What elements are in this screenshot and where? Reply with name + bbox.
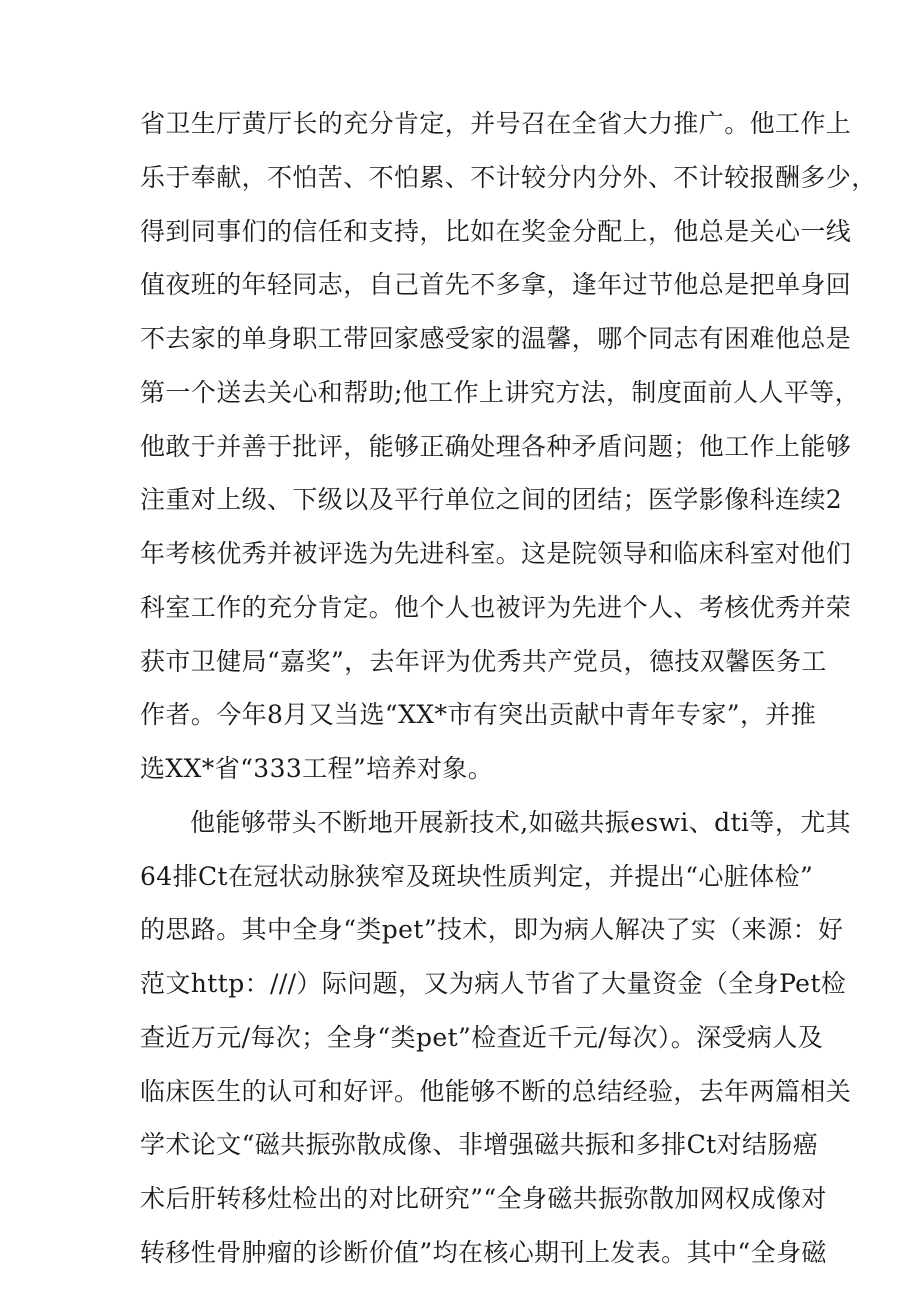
paragraph-first-line: 他能够带头不断地开展新技术,如磁共振eswi、dti等，尤其 (190, 808, 852, 837)
text-line: 乐于奉献，不怕苦、不怕累、不计较分内分外、不计较报酬多少， (140, 163, 877, 192)
text-line: 范文http：///）际问题，又为病人节省了大量资金（全身Pet检 (140, 969, 847, 998)
text-line: 查近万元/每次；全身“类pet”检查近千元/每次）。深受病人及 (140, 1023, 824, 1052)
text-line: 科室工作的充分肯定。他个人也被评为先进个人、考核优秀并荣 (140, 593, 852, 622)
text-line: 不去家的单身职工带回家感受家的温馨，哪个同志有困难他总是 (140, 324, 852, 353)
text-line: 临床医生的认可和好评。他能够不断的总结经验，去年两篇相关 (140, 1077, 852, 1106)
text-line: 术后肝转移灶检出的对比研究”“全身磁共振弥散加网权成像对 (140, 1184, 827, 1213)
text-line: 年考核优秀并被评选为先进科室。这是院领导和临床科室对他们 (140, 539, 852, 568)
text-line: 他敢于并善于批评，能够正确处理各种矛盾问题；他工作上能够 (140, 432, 852, 461)
text-line: 选XX*省“333工程”培养对象。 (140, 754, 494, 783)
text-line: 省卫生厅黄厅长的充分肯定，并号召在全省大力推广。他工作上 (140, 109, 852, 138)
text-line: 注重对上级、下级以及平行单位之间的团结；医学影像科连续2 (140, 485, 843, 514)
text-line: 64排Ct在冠状动脉狭窄及斑块性质判定，并提出“心脏体检” (140, 862, 814, 891)
text-line: 获市卫健局“嘉奖”，去年评为优秀共产党员，德技双馨医务工 (140, 647, 827, 676)
text-line: 作者。今年8月又当选“XX*市有突出贡献中青年专家”，并推 (140, 700, 817, 729)
text-line: 的思路。其中全身“类pet”技术，即为病人解决了实（来源：好 (140, 915, 844, 944)
text-line: 值夜班的年轻同志，自己首先不多拿，逢年过节他总是把单身回 (140, 270, 852, 299)
text-line: 第一个送去关心和帮助;他工作上讲究方法，制度面前人人平等， (140, 378, 861, 407)
text-line: 学术论文“磁共振弥散成像、非增强磁共振和多排Ct对结肠癌 (140, 1130, 819, 1159)
text-line: 得到同事们的信任和支持，比如在奖金分配上，他总是关心一线 (140, 217, 852, 246)
text-line: 转移性骨肿瘤的诊断价值”均在核心期刊上发表。其中“全身磁 (140, 1238, 827, 1267)
